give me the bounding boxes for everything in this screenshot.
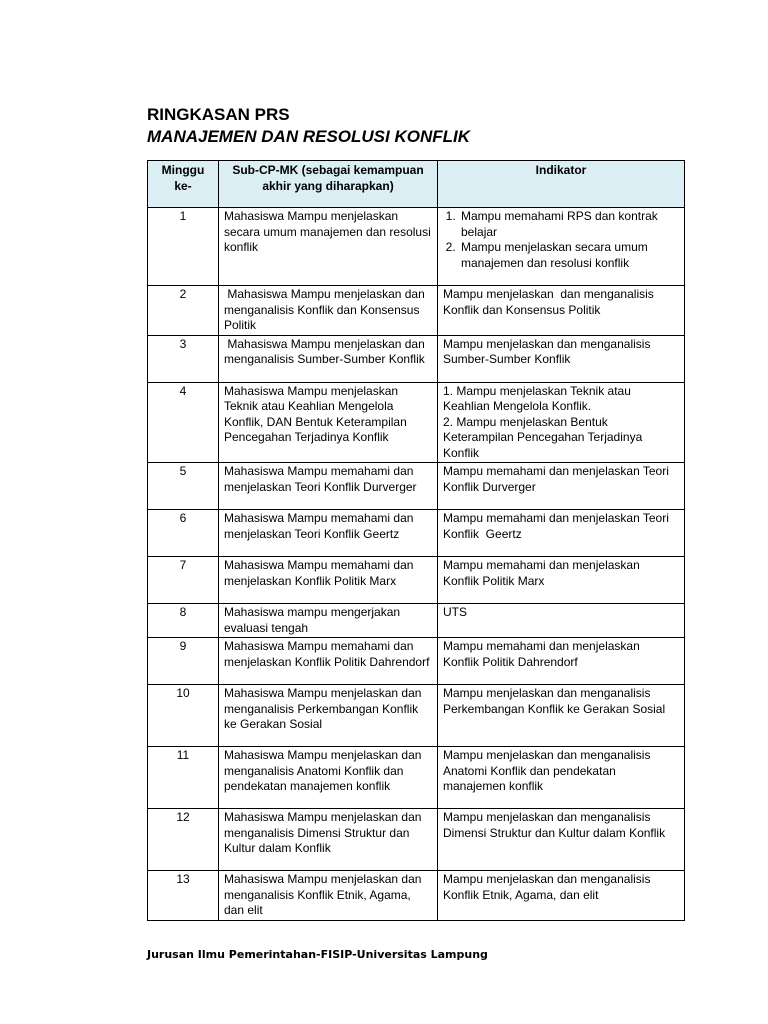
table-row [148,557,685,604]
week-cell: 1 [148,208,219,286]
subcpmk-cell: Mahasiswa Mampu menjelaskan dan menganalisis Konflik dan Konsensus Politik [219,286,438,336]
table-header-row [148,161,685,208]
document-subtitle: MANAJEMEN DAN RESOLUSI KONFLIK [147,127,471,146]
indikator-cell: Mampu memahami dan menjelaskan Teori Konflik Geertz [438,510,685,557]
subcpmk-cell: Mahasiswa Mampu memahami dan menjelaskan Teori Konflik Durverger [219,463,438,510]
indikator-cell: Mampu menjelaskan dan menganalisis Konflik dan Konsensus Politik [438,286,685,336]
week-cell: 13 [148,871,219,921]
subcpmk-cell: Mahasiswa Mampu menjelaskan dan menganalisis Konflik Etnik, Agama, dan elit [219,871,438,921]
indikator-cell: Mampu menjelaskan dan menganalisis Dimensi Struktur dan Kultur dalam Konflik [438,809,685,871]
indikator-cell: Mampu memahami dan menjelaskan Konflik Politik Dahrendorf [438,638,685,685]
subcpmk-cell: Mahasiswa Mampu memahami dan menjelaskan Konflik Politik Marx [219,557,438,604]
subcpmk-cell: Mahasiswa Mampu memahami dan menjelaskan Konflik Politik Dahrendorf [219,638,438,685]
subcpmk-cell: Mahasiswa Mampu menjelaskan secara umum manajemen dan resolusi konflik [219,208,438,286]
week-cell: 6 [148,510,219,557]
table-row [148,638,685,685]
table-row [148,510,685,557]
table-row [148,208,685,286]
table-row [148,463,685,510]
subcpmk-cell: Mahasiswa mampu mengerjakan evaluasi tengah [219,604,438,638]
indikator-cell: Mampu menjelaskan dan menganalisis Anatomi Konflik dan pendekatan manajemen konflik [438,747,685,809]
indikator-cell: 1. Mampu menjelaskan Teknik atau Keahlian Mengelola Konflik. 2. Mampu menjelaskan Bentuk Keterampilan Pencegahan Terjadinya Konflik [438,382,685,463]
subcpmk-cell: Mahasiswa Mampu menjelaskan dan menganalisis Perkembangan Konflik ke Gerakan Sosial [219,685,438,747]
table-row [148,335,685,382]
week-cell: 10 [148,685,219,747]
indikator-cell: Mampu menjelaskan dan menganalisis Sumber-Sumber Konflik [438,335,685,382]
header-indikator: Indikator [438,161,685,208]
header-subcpmk: Sub-CP-MK (sebagai kemampuan akhir yang diharapkan) [219,161,438,208]
indikator-cell: Mampu menjelaskan dan menganalisis Perkembangan Konflik ke Gerakan Sosial [438,685,685,747]
header-week: Minggu ke- [148,161,219,208]
week-cell: 9 [148,638,219,685]
indikator-cell: Mampu menjelaskan dan menganalisis Konflik Etnik, Agama, dan elit [438,871,685,921]
prs-table [147,160,685,921]
week-cell: 3 [148,335,219,382]
week-cell: 2 [148,286,219,336]
week-cell: 8 [148,604,219,638]
document-title: RINGKASAN PRS [147,105,290,124]
table-row [148,747,685,809]
subcpmk-cell: Mahasiswa Mampu memahami dan menjelaskan Teori Konflik Geertz [219,510,438,557]
week-cell: 5 [148,463,219,510]
week-cell: 4 [148,382,219,463]
table-row [148,871,685,921]
subcpmk-cell: Mahasiswa Mampu menjelaskan dan menganalisis Sumber-Sumber Konflik [219,335,438,382]
table-row [148,382,685,463]
indikator-cell: Mampu memahami dan menjelaskan Teori Konflik Durverger [438,463,685,510]
indikator-item: 2. Mampu menjelaskan secara umum manajemen dan resolusi konflik [459,240,679,271]
table-row [148,685,685,747]
table-row [148,809,685,871]
indikator-cell: Mampu memahami dan menjelaskan Konflik Politik Marx [438,557,685,604]
subcpmk-cell: Mahasiswa Mampu menjelaskan dan menganalisis Dimensi Struktur dan Kultur dalam Konflik [219,809,438,871]
week-cell: 12 [148,809,219,871]
indikator-cell: UTS [438,604,685,638]
week-cell: 11 [148,747,219,809]
subcpmk-cell: Mahasiswa Mampu menjelaskan Teknik atau Keahlian Mengelola Konflik, DAN Bentuk Keterampilan Pencegahan Terjadinya Konflik [219,382,438,463]
week-cell: 7 [148,557,219,604]
indikator-cell [438,208,685,286]
indikator-item: 1. Mampu memahami RPS dan kontrak belajar [459,209,679,240]
table-row [148,604,685,638]
table-row [148,286,685,336]
subcpmk-cell: Mahasiswa Mampu menjelaskan dan menganalisis Anatomi Konflik dan pendekatan manajemen konflik [219,747,438,809]
footer: Jurusan Ilmu Pemerintahan-FISIP-Universitas Lampung [147,948,488,961]
